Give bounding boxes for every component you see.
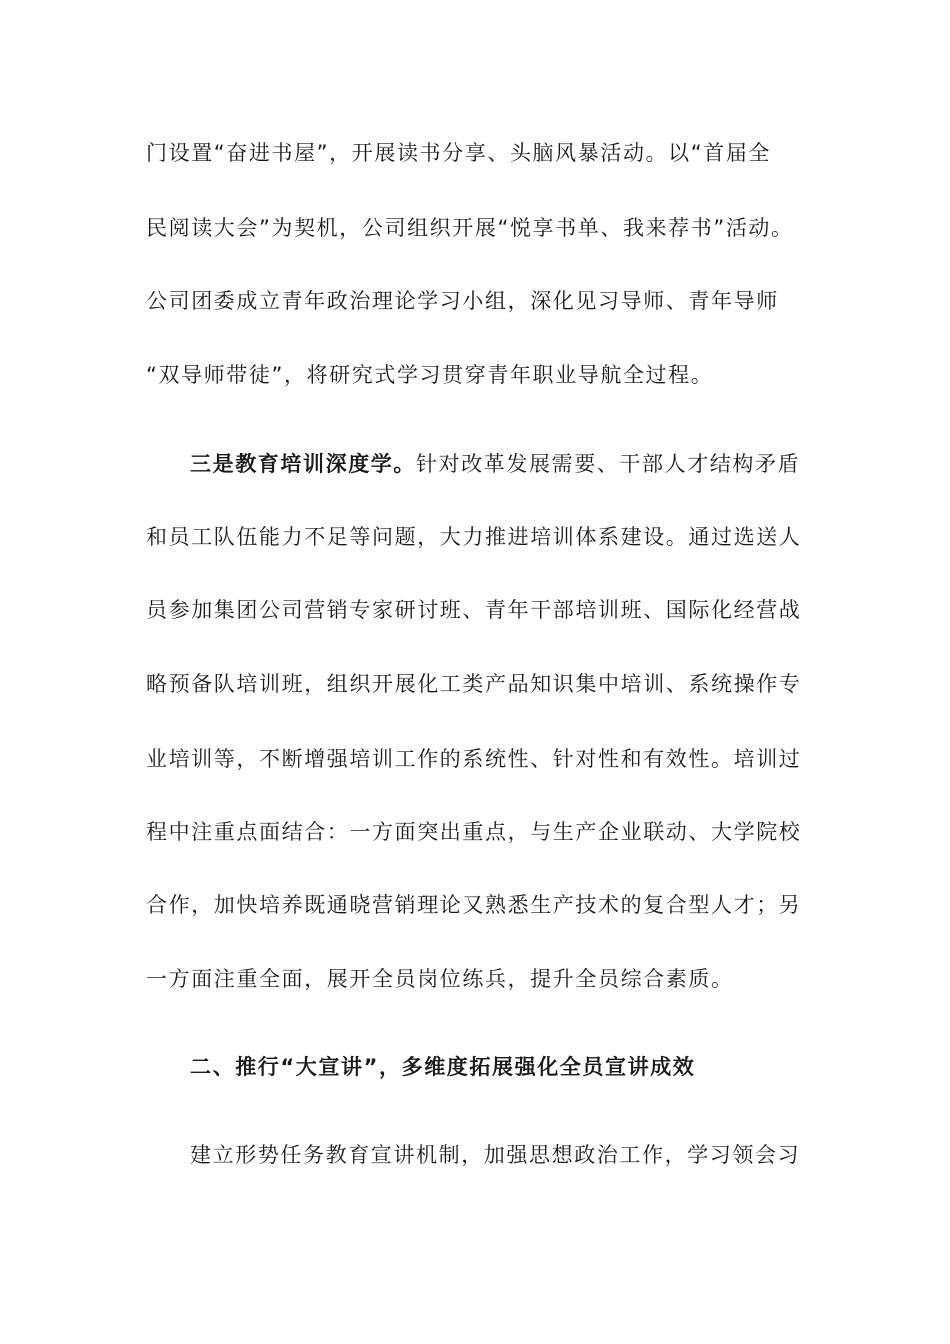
- paragraph-lead-bold: 三是教育培训深度学。: [190, 452, 416, 476]
- paragraph-line: 民阅读大会”为契机，公司组织开展“悦享书单、我来荐书”活动。: [146, 216, 794, 240]
- paragraph-line-rest: 针对改革发展需要、干部人才结构矛盾: [416, 452, 801, 476]
- paragraph-line: 业培训等，不断增强培训工作的系统性、针对性和有效性。培训过: [146, 747, 802, 771]
- paragraph-line: 和员工队伍能力不足等问题，大力推进培训体系建设。通过选送人: [146, 525, 802, 549]
- paragraph-line: 合作，加快培养既通晓营销理论又熟悉生产技术的复合型人才；另: [146, 893, 802, 917]
- paragraph-line: “双导师带徒”，将研究式学习贯穿青年职业导航全过程。: [146, 363, 714, 387]
- paragraph-line: 一方面注重全面，展开全员岗位练兵，提升全员综合素质。: [146, 967, 734, 991]
- paragraph-line: 门设置“奋进书屋”，开展读书分享、头脑风暴活动。以“首届全: [146, 141, 772, 165]
- paragraph-line: 程中注重点面结合：一方面突出重点，与生产企业联动、大学院校: [146, 820, 802, 844]
- paragraph-line: 建立形势任务教育宣讲机制，加强思想政治工作，学习领会习: [190, 1143, 801, 1167]
- paragraph-line: 公司团委成立青年政治理论学习小组，深化见习导师、青年导师: [146, 289, 779, 313]
- paragraph-line: 略预备队培训班，组织开展化工类产品知识集中培训、系统操作专: [146, 672, 802, 696]
- paragraph-line: 员参加集团公司营销专家研讨班、青年干部培训班、国际化经营战: [146, 598, 802, 622]
- section-heading: 二、推行“大宣讲”，多维度拓展强化全员宣讲成效: [190, 1055, 696, 1079]
- paragraph-first-line: [190, 452, 800, 476]
